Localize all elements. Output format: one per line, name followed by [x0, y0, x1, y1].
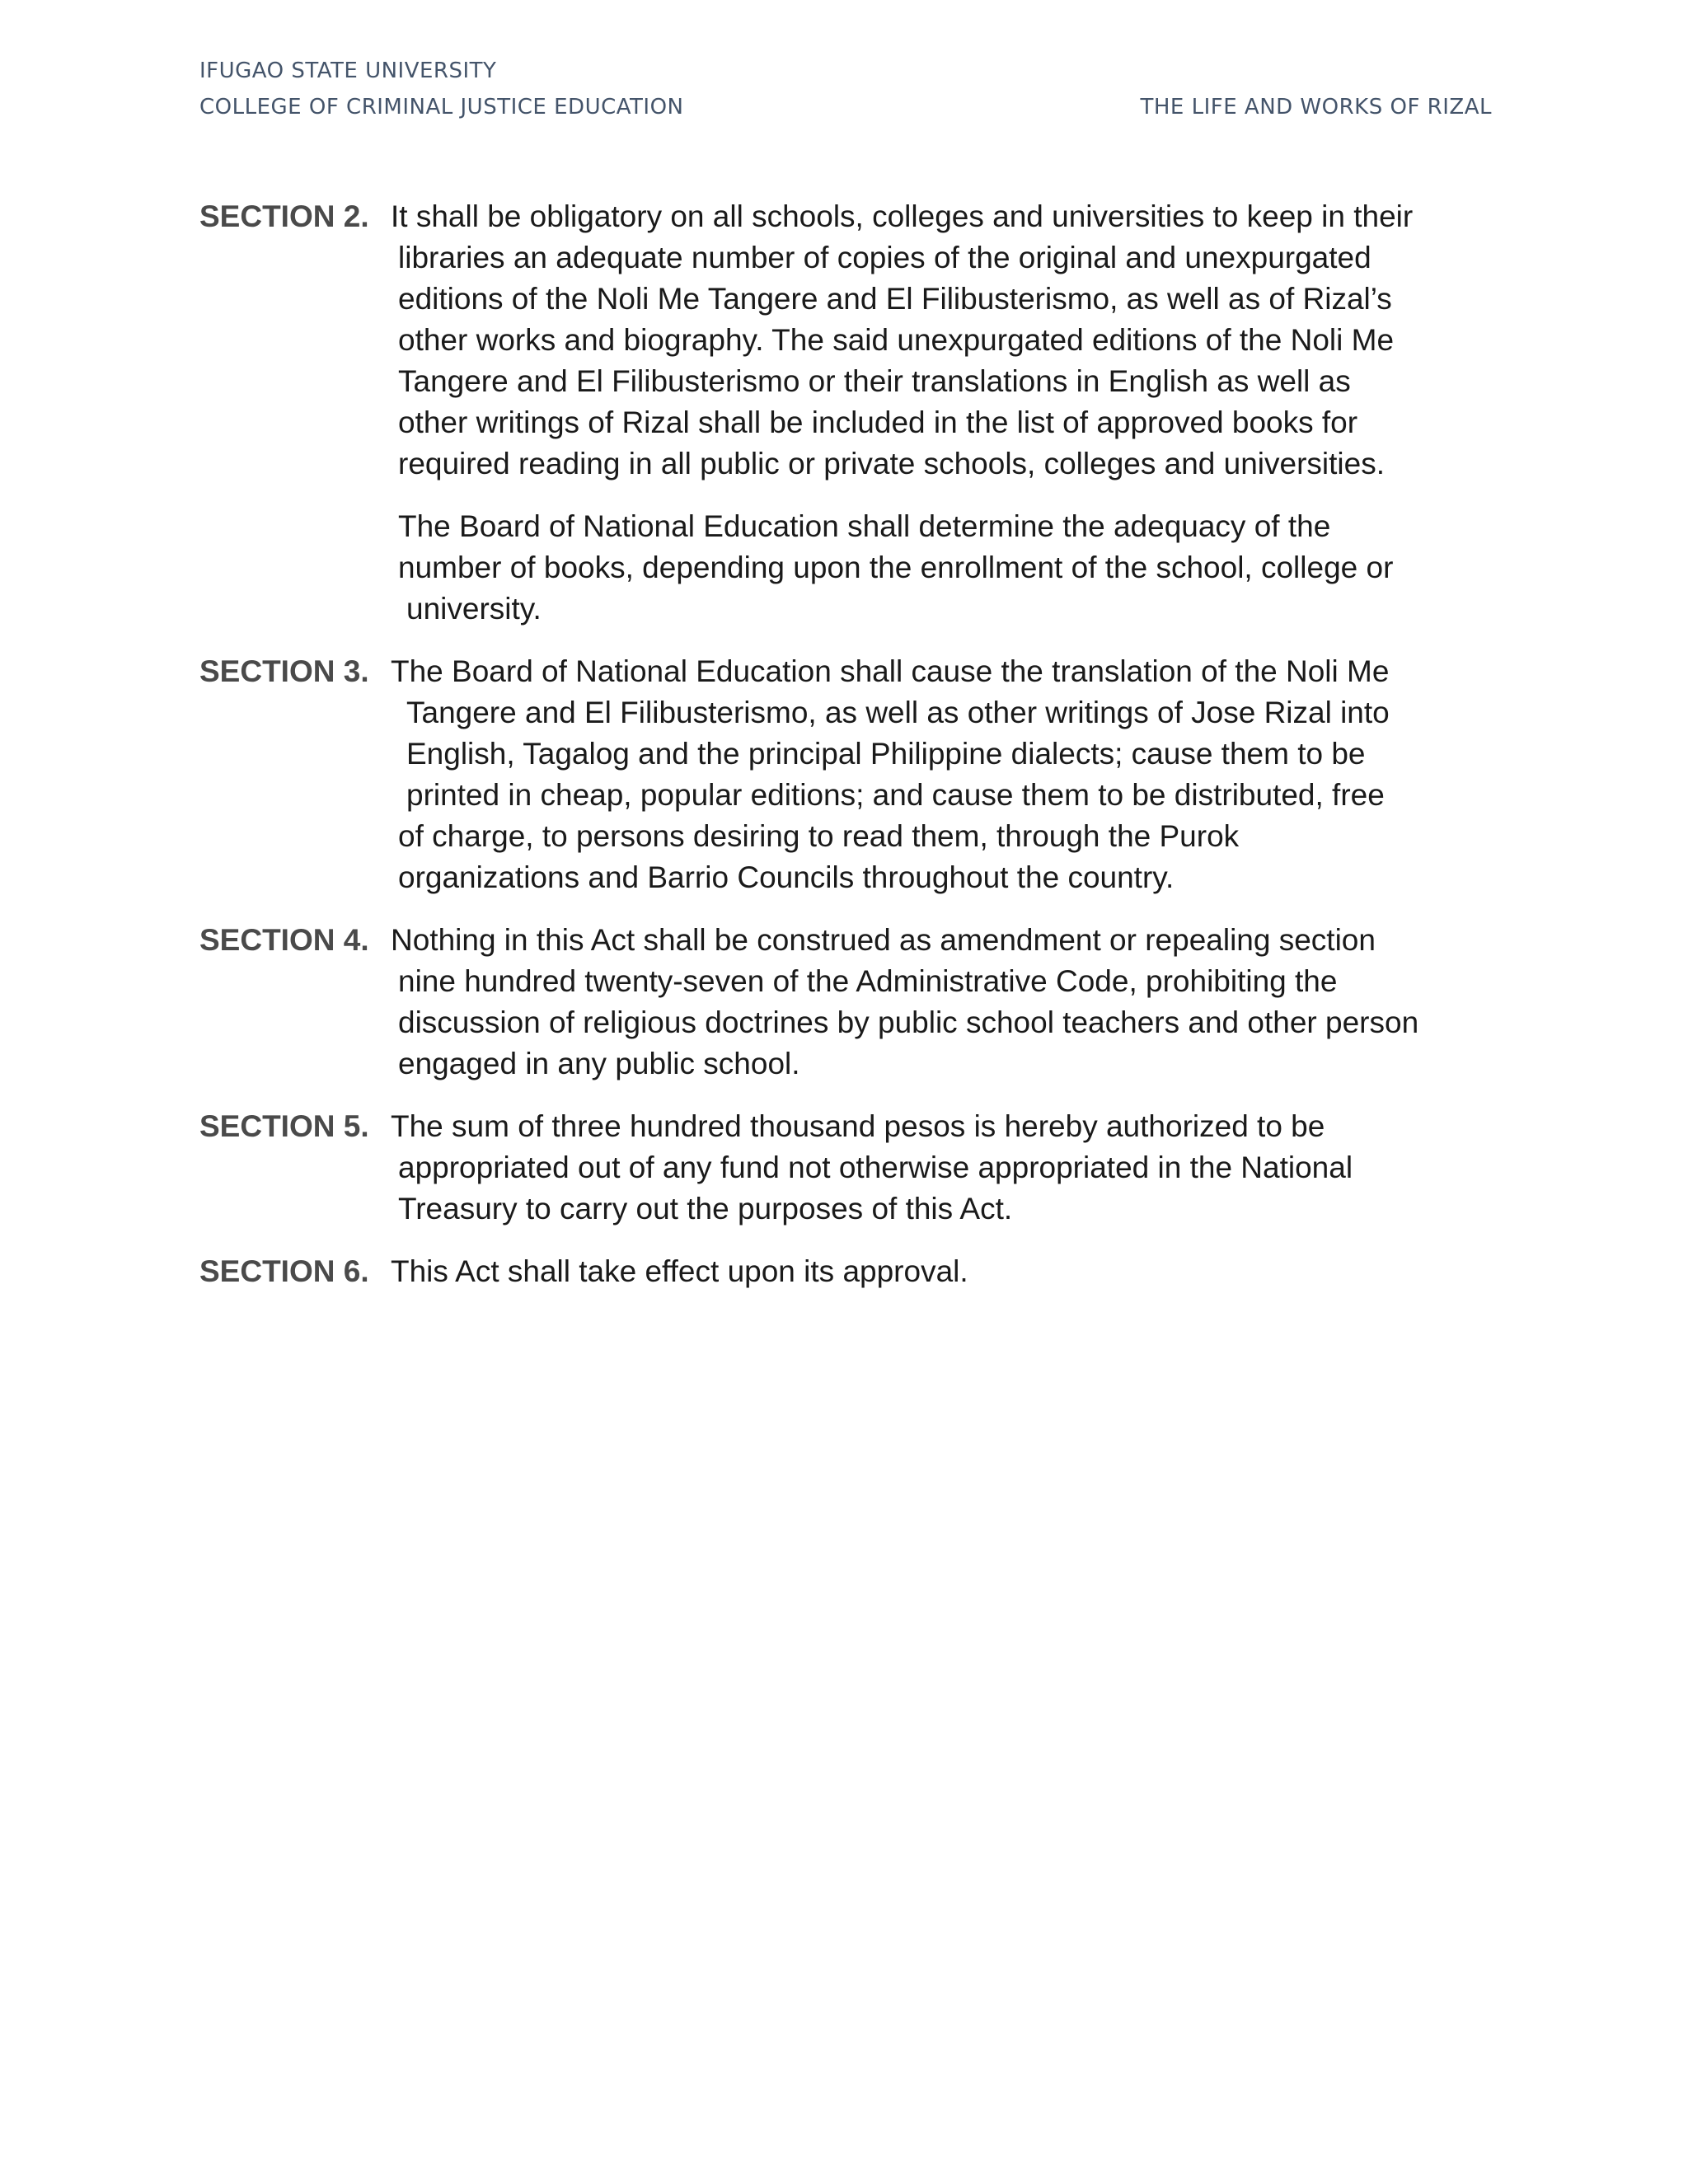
section-label: SECTION 5.: [199, 1109, 369, 1143]
paragraph-line: It shall be obligatory on all schools, colleges and universities to keep in their: [391, 199, 1414, 233]
paragraph-line: Tangere and El Filibusterismo or their translations in English as well as: [398, 364, 1351, 398]
paragraph-line: This Act shall take effect upon its approval.: [391, 1254, 968, 1288]
section-4: [199, 920, 1492, 1085]
section-5: [199, 1106, 1492, 1230]
section-3: [199, 651, 1492, 898]
header-row: [199, 89, 1492, 125]
document-body: [199, 196, 1492, 1314]
paragraph-line: English, Tagalog and the principal Philippine dialects; cause them to be: [406, 737, 1366, 771]
paragraph-line: number of books, depending upon the enrollment of the school, college or: [398, 551, 1394, 584]
paragraph-line: other writings of Rizal shall be included in the list of approved books for: [398, 405, 1358, 439]
paragraph-line: Nothing in this Act shall be construed as amendment or repealing section: [391, 923, 1376, 957]
university-name: IFUGAO STATE UNIVERSITY: [199, 59, 497, 83]
paragraph-line: Tangere and El Filibusterismo, as well as other writings of Jose Rizal into: [406, 696, 1390, 729]
paragraph-line: appropriated out of any fund not otherwise appropriated in the National: [398, 1151, 1353, 1184]
paragraph-line: editions of the Noli Me Tangere and El Filibusterismo, as well as of Rizal’s: [398, 282, 1392, 316]
section-label: SECTION 4.: [199, 923, 369, 957]
section-paragraph: [398, 1147, 1492, 1230]
paragraph-line: university.: [406, 592, 542, 626]
paragraph-line: of charge, to persons desiring to read them, through the Purok: [398, 819, 1240, 853]
paragraph-line: engaged in any public school.: [398, 1047, 800, 1080]
paragraph-line: libraries an adequate number of copies of the original and unexpurgated: [398, 241, 1372, 274]
college-name: COLLEGE OF CRIMINAL JUSTICE EDUCATION: [199, 95, 684, 120]
paragraph-line: The sum of three hundred thousand pesos is hereby authorized to be: [391, 1109, 1325, 1143]
page-header: [199, 53, 1492, 125]
section-label: SECTION 6.: [199, 1254, 369, 1288]
section-2: [199, 196, 1492, 630]
section-paragraph: [398, 961, 1492, 1085]
paragraph-line: nine hundred twenty-seven of the Administrative Code, prohibiting the: [398, 964, 1338, 998]
section-6: [199, 1251, 1492, 1292]
section-paragraph: [398, 506, 1492, 630]
course-title: THE LIFE AND WORKS OF RIZAL: [1140, 95, 1492, 120]
section-paragraph: [398, 692, 1492, 898]
section-paragraph: [199, 196, 1492, 485]
paragraph-line: other works and biography. The said unexpurgated editions of the Noli Me: [398, 323, 1395, 357]
paragraph-line: The Board of National Education shall determine the adequacy of the: [398, 509, 1331, 543]
section-label: SECTION 3.: [199, 654, 369, 688]
paragraph-line: Treasury to carry out the purposes of this Act.: [398, 1192, 1013, 1226]
paragraph-line: organizations and Barrio Councils throughout the country.: [398, 860, 1175, 894]
section-label: SECTION 2.: [199, 199, 369, 233]
paragraph-line: printed in cheap, popular editions; and cause them to be distributed, free: [406, 778, 1385, 812]
paragraph-line: discussion of religious doctrines by public school teachers and other person: [398, 1005, 1419, 1039]
paragraph-line: The Board of National Education shall cause the translation of the Noli Me: [391, 654, 1390, 688]
paragraph-line: required reading in all public or private schools, colleges and universities.: [398, 447, 1385, 480]
